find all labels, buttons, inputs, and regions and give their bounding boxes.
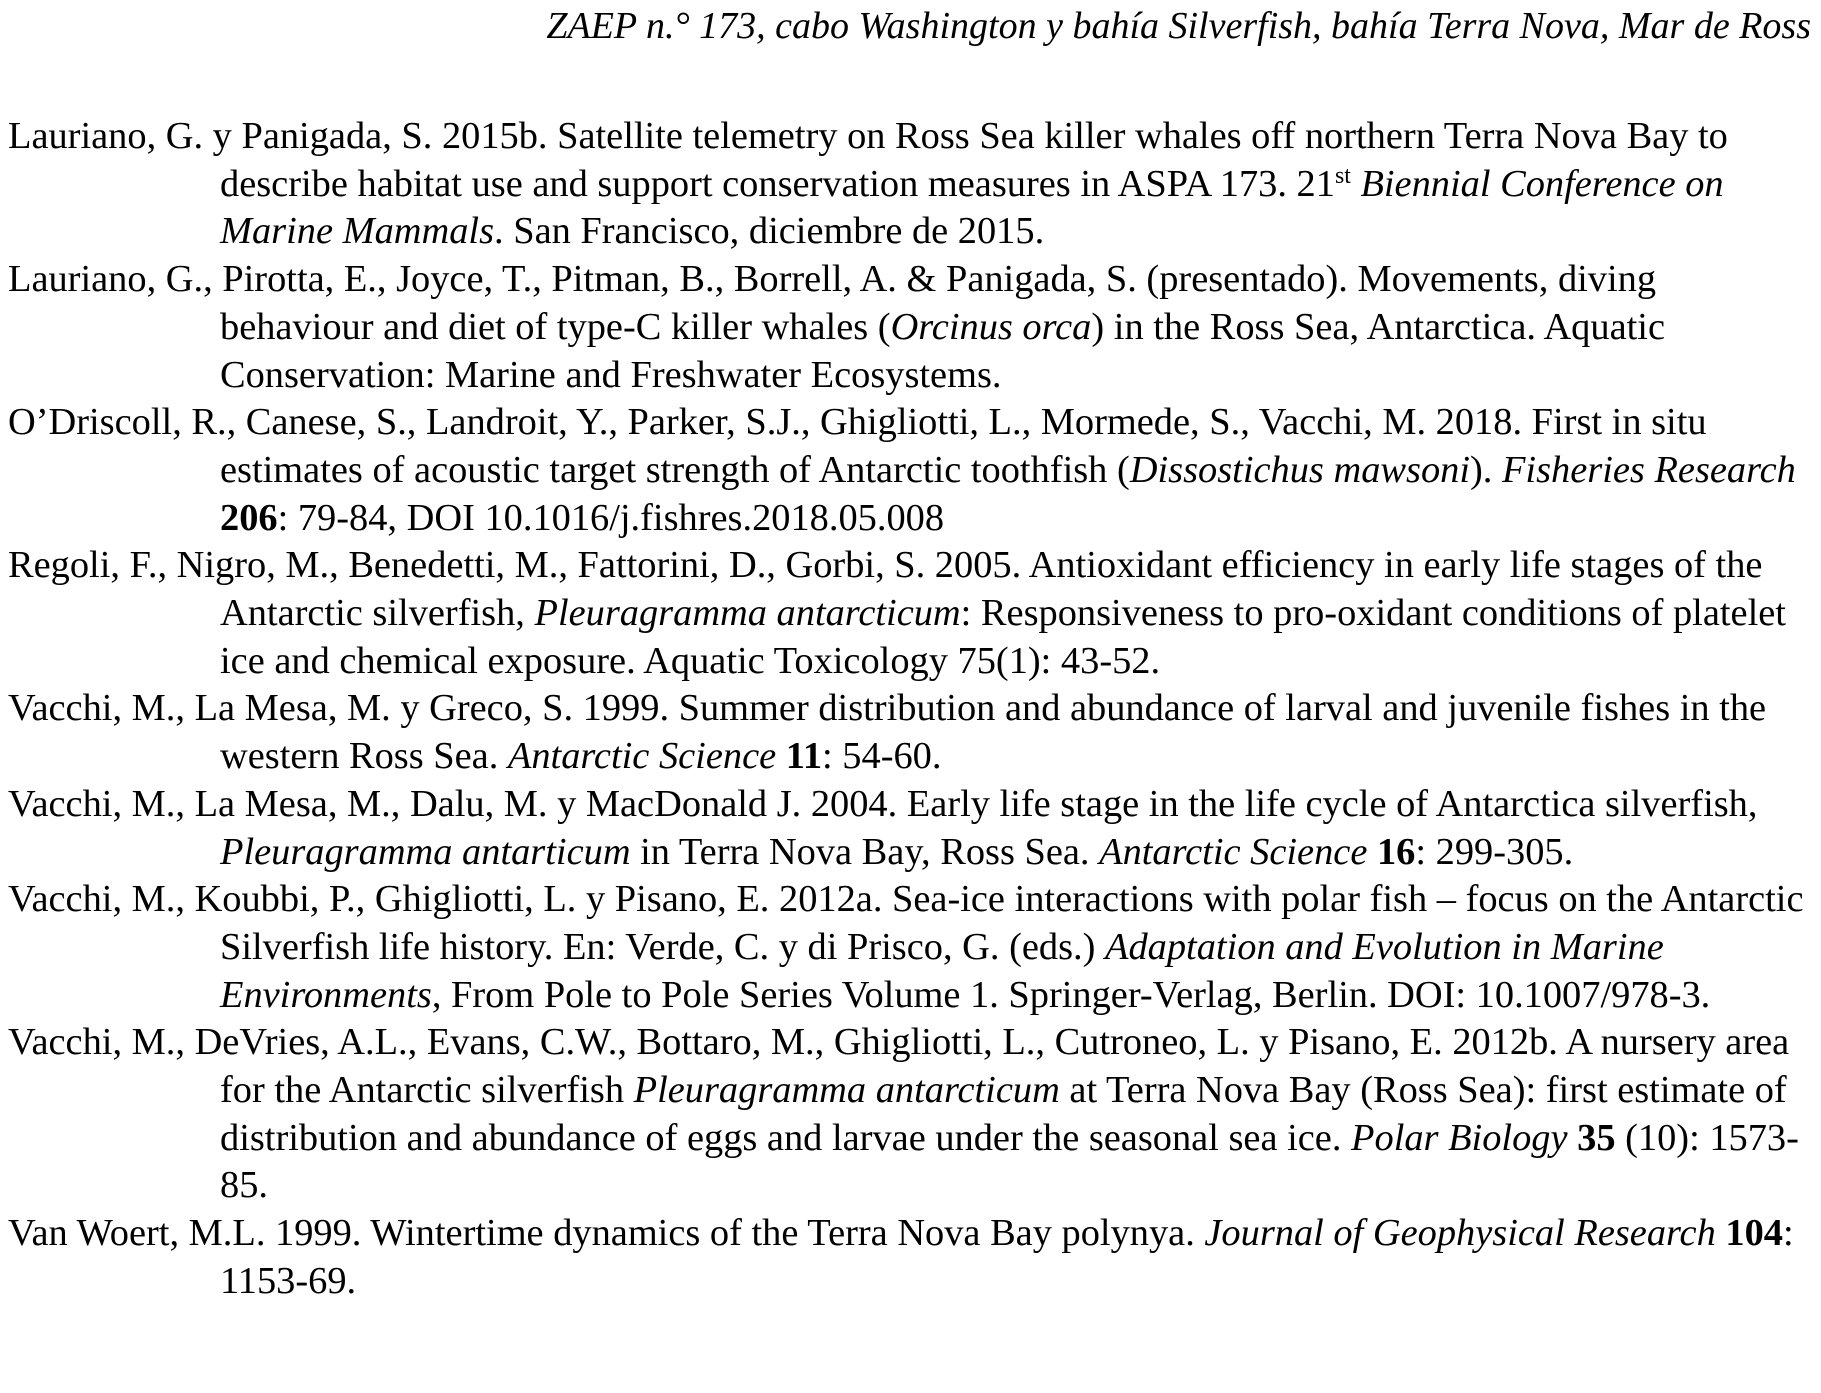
reference-text: Lauriano, G. y Panigada, S. 2015b. Satellite telemetry on Ross Sea killer whales off northern Terra Nova Bay to describe habitat use and support conservation measures in ASPA 173. 21: [8, 115, 1728, 205]
reference-text: O’Driscoll, R., Canese, S., Landroit, Y., Parker, S.J., Ghigliotti, L., Mormede, S., Vacchi, M. 2018. First in situ estimates of acoustic target strength of Antarctic toothfish (: [8, 401, 1707, 491]
reference-entry: [8, 399, 1814, 542]
reference-text: : 1153-69.: [220, 1212, 1794, 1302]
reference-text: : 54-60.: [822, 735, 942, 778]
reference-italic-text: Fisheries Research: [1501, 448, 1796, 491]
reference-italic-text: Antarctic Science: [1099, 830, 1368, 873]
reference-text: ).: [1470, 448, 1502, 491]
reference-text: Van Woert, M.L. 1999. Wintertime dynamics of the Terra Nova Bay polynya.: [8, 1212, 1205, 1255]
reference-text: Vacchi, M., DeVries, A.L., Evans, C.W., Bottaro, M., Ghigliotti, L., Cutroneo, L. y Pisano, E. 2012b. A nursery area for the Antarctic silverfish: [8, 1021, 1790, 1112]
reference-text: in Terra Nova Bay, Ross Sea.: [630, 830, 1100, 873]
reference-italic-text: Pleuragramma antarcticum: [534, 592, 961, 635]
reference-text: [1568, 1117, 1578, 1159]
reference-text: [776, 735, 786, 777]
running-header: ZAEP n.° 173, cabo Washington y bahía Silverfish, bahía Terra Nova, Mar de Ross: [546, 5, 1811, 47]
reference-text: [1351, 163, 1361, 205]
reference-entry: [8, 542, 1814, 685]
reference-entry: [8, 1210, 1814, 1305]
reference-volume: 104: [1725, 1212, 1783, 1255]
reference-italic-text: Adaptation and Evolution in Marine Environments: [220, 925, 1664, 1016]
reference-italic-text: Polar Biology: [1351, 1116, 1568, 1159]
reference-italic-text: Journal of Geophysical Research: [1204, 1212, 1716, 1255]
reference-text: Vacchi, M., Koubbi, P., Ghigliotti, L. y Pisano, E. 2012a. Sea-ice interactions with polar fish – focus on the Antarctic Silverfish life history. En: Verde, C. y di Prisco, G. (eds.): [8, 878, 1804, 968]
reference-text: (10): 1573-85.: [220, 1116, 1799, 1207]
reference-volume: 11: [785, 735, 823, 778]
reference-text: Vacchi, M., La Mesa, M. y Greco, S. 1999. Summer distribution and abundance of larval and juvenile fishes in the western Ross Sea.: [8, 687, 1767, 778]
reference-entry: [8, 256, 1814, 399]
reference-text: ) in the Ross Sea, Antarctica. Aquatic Conservation: Marine and Freshwater Ecosystems.: [220, 305, 1665, 396]
reference-volume: 206: [220, 496, 278, 539]
reference-italic-text: Pleuragramma antarcticum: [633, 1069, 1060, 1112]
reference-text: , From Pole to Pole Series Volume 1. Springer-Verlag, Berlin. DOI: 10.1007/978-3.: [431, 973, 1711, 1016]
reference-text: : 299-305.: [1415, 830, 1574, 873]
reference-volume: 16: [1376, 830, 1416, 873]
reference-italic-text: Orcinus orca: [890, 305, 1092, 348]
reference-italic-text: Pleuragramma antarticum: [220, 830, 631, 873]
reference-entry: [8, 1019, 1814, 1210]
reference-superscript: st: [1334, 162, 1351, 189]
reference-list: [8, 113, 1814, 1306]
reference-text: Lauriano, G., Pirotta, E., Joyce, T., Pitman, B., Borrell, A. & Panigada, S. (presentado). Movements, diving behaviour and diet of type-C killer whales (: [8, 258, 1657, 348]
reference-text: : Responsiveness to pro-oxidant conditions of platelet ice and chemical exposure. Aquatic Toxicology 75(1): 43-52.: [220, 592, 1786, 682]
reference-entry: [8, 113, 1814, 256]
reference-text: [1716, 1212, 1726, 1254]
reference-text: : 79-84, DOI 10.1016/j.fishres.2018.05.008: [277, 496, 945, 539]
reference-volume: 35: [1577, 1116, 1616, 1159]
reference-italic-text: Antarctic Science: [507, 735, 777, 778]
reference-text: at Terra Nova Bay (Ross Sea): first estimate of distribution and abundance of eggs and larvae under the seasonal sea ice.: [220, 1069, 1787, 1159]
reference-italic-text: Dissostichus mawsoni: [1129, 448, 1470, 491]
reference-entry: [8, 781, 1814, 876]
reference-text: [1367, 831, 1377, 873]
reference-text: . San Francisco, diciembre de 2015.: [494, 210, 1045, 253]
reference-entry: [8, 685, 1814, 780]
reference-italic-text: Biennial Conference on Marine Mammals: [220, 162, 1724, 253]
reference-text: Vacchi, M., La Mesa, M., Dalu, M. y MacDonald J. 2004. Early life stage in the life cycle of Antarctica silverfish,: [8, 782, 1758, 825]
reference-text: Regoli, F., Nigro, M., Benedetti, M., Fattorini, D., Gorbi, S. 2005. Antioxidant efficiency in early life stages of the Antarctic silverfish,: [8, 544, 1763, 635]
reference-entry: [8, 876, 1814, 1019]
